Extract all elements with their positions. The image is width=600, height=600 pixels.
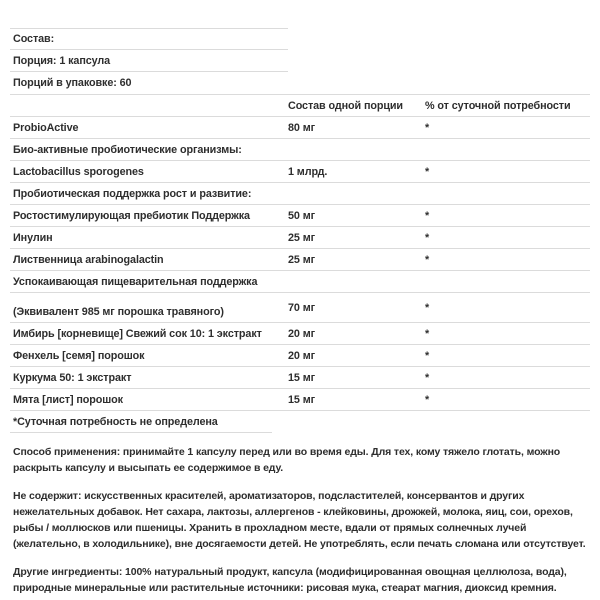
row-daily-cell (425, 271, 590, 292)
info-row (10, 50, 590, 72)
row-label-cell: Имбирь [корневище] Свежий сок 10: 1 экстракт (13, 327, 262, 340)
row-amount-cell: 20 мг (288, 349, 315, 362)
row-label-cell: Ростостимулирующая пребиотик Поддержка (13, 209, 250, 222)
info-row (10, 28, 590, 50)
info-row (10, 72, 590, 95)
row-amount-cell: 50 мг (288, 209, 315, 222)
table-row (10, 367, 590, 389)
row-label-cell: Пробиотическая поддержка рост и развитие: (13, 187, 252, 200)
row-daily-cell: * (425, 209, 430, 222)
row-daily-cell (425, 183, 590, 204)
table-row (10, 227, 590, 249)
row-amount-cell (288, 271, 425, 292)
table-row (10, 271, 590, 293)
table-row (10, 161, 590, 183)
supplement-facts-table (10, 28, 590, 433)
row-label-cell: Фенхель [семя] порошок (13, 349, 145, 362)
row-label-cell: Успокаивающая пищеварительная поддержка (13, 275, 258, 288)
row-amount-cell (288, 183, 425, 204)
header-label-cell (10, 95, 288, 116)
table-row (10, 183, 590, 205)
row-label-cell: Лиственница arabinogalactin (13, 253, 164, 266)
row-label-cell: Био-активные пробиотические организмы: (13, 143, 242, 156)
row-label-cell: Lactobacillus sporogenes (13, 165, 144, 178)
row-daily-cell: * (425, 393, 430, 406)
row-daily-cell: * (425, 231, 430, 244)
row-amount-cell: 15 мг (288, 393, 315, 406)
header-amount-cell: Состав одной порции (288, 99, 403, 112)
footnote-row (10, 411, 590, 433)
table-row (10, 389, 590, 411)
info-row-label: Состав: (10, 28, 288, 50)
table-row (10, 205, 590, 227)
info-row-label: Порций в упаковке: 60 (13, 77, 132, 89)
row-label-cell: Мята [лист] порошок (13, 393, 123, 406)
usage-paragraph: Способ применения: принимайте 1 капсулу перед или во время еды. Для тех, кому тяжело глотать, можно раскрыть капсулу и высыпать ее содержимое в еду. (13, 446, 561, 475)
header-daily-cell: % от суточной потребности (425, 99, 571, 112)
row-daily-cell: * (425, 121, 430, 134)
row-daily-cell: * (425, 165, 430, 178)
table-row (10, 249, 590, 271)
row-daily-cell: * (425, 349, 430, 362)
row-amount-cell: 70 мг (288, 301, 315, 314)
row-label-cell: Куркума 50: 1 экстракт (13, 371, 132, 384)
row-amount-cell: 25 мг (288, 231, 315, 244)
row-label-cell: (Эквивалент 985 мг порошка травяного) (13, 306, 224, 318)
info-row-label: Порция: 1 капсула (10, 50, 288, 72)
row-amount-cell: 25 мг (288, 253, 315, 266)
row-label-cell: ProbioActive (13, 121, 79, 134)
row-daily-cell: * (425, 253, 430, 266)
row-daily-cell (425, 139, 590, 160)
row-amount-cell: 80 мг (288, 121, 315, 134)
table-row (10, 139, 590, 161)
data-rows-section (10, 117, 590, 411)
row-label-cell: Инулин (13, 231, 53, 244)
row-daily-cell: * (425, 327, 430, 340)
table-header-row (10, 95, 590, 117)
row-amount-cell (288, 139, 425, 160)
info-rows-section (10, 28, 590, 95)
footnote-text: *Суточная потребность не определена (10, 411, 272, 433)
table-row (10, 323, 590, 345)
table-row (10, 345, 590, 367)
table-row (10, 117, 590, 139)
other-ingredients-paragraph: Другие ингредиенты: 100% натуральный продукт, капсула (модифицированная овощная целлюлоза, вода), природные минеральные или растительные источники: рисовая мука, стеарат магния, диоксид кремния. (13, 565, 567, 594)
row-daily-cell: * (425, 301, 430, 314)
row-amount-cell: 15 мг (288, 371, 315, 384)
row-amount-cell: 1 млрд. (288, 165, 328, 178)
row-daily-cell: * (425, 371, 430, 384)
free-of-paragraph: Не содержит: искусственных красителей, ароматизаторов, подсластителей, консервантов и других нежелательных добавок. Нет сахара, лактозы, аллергенов - клейковины, дрожжей, молока, яиц, сои, орехов, рыбы / моллюсков или пшеницы. Хранить в прохладном месте, вдали от прямых солнечных лучей (желательно, в холодильнике), вне досягаемости детей. Не употреблять, если печать сломана или отсутствует. (13, 489, 586, 551)
table-row (10, 293, 590, 323)
row-amount-cell: 20 мг (288, 327, 315, 340)
